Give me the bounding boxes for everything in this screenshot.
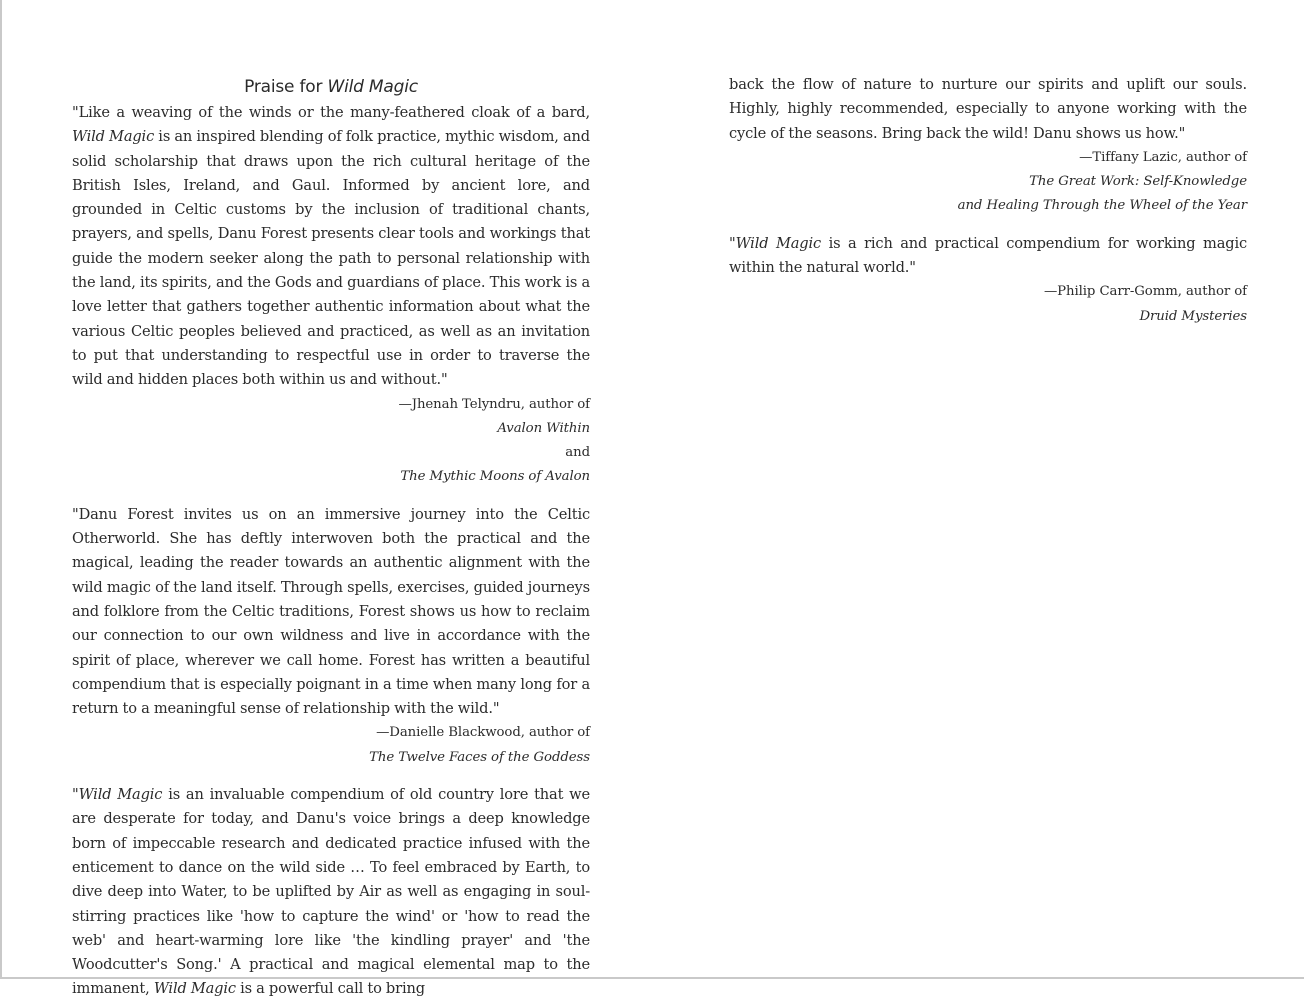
spacer xyxy=(729,219,1247,232)
attribution-lazic xyxy=(729,146,1247,219)
attribution-author: —Tiffany Lazic, author of xyxy=(1079,149,1247,165)
attribution-carr-gomm xyxy=(729,280,1247,329)
attribution-book: and Healing Through the Wheel of the Year xyxy=(957,198,1247,214)
attribution-line xyxy=(729,280,1247,329)
quote-book-title: Wild Magic xyxy=(72,128,155,146)
attribution-author: —Jhenah Telyndru, author of xyxy=(398,396,590,412)
quote-body: is an inspired blending of folk practice, mythic wisdom, and solid scholarship that draws upon the rich cultural heritage of the British Isles, Ireland, and Gaul. Informed by ancient lore, and grounded in Celtic customs by the inclusion of traditional chants, prayers, and spells, Danu Forest presents clear tools and workings that guide the modern seeker along the path to personal relationship with the land, its spirits, and the Gods and guardians of place. This work is a love letter that gathers together authentic information about what the various Celtic peoples believed and practiced, as well as an invitation to put that understanding to respectful use in order to traverse the wild and hidden places both within us and without." xyxy=(72,128,590,389)
attribution-author: —Philip Carr-Gomm, author of xyxy=(1043,284,1247,300)
quote-book-title: Wild Magic xyxy=(735,234,822,252)
attribution-book: The Twelve Faces of the Goddess xyxy=(369,749,590,765)
attribution-line xyxy=(72,721,590,770)
quote-book-title: Wild Magic xyxy=(153,980,236,998)
attribution-blackwood xyxy=(72,721,590,770)
quote-open: "Like a weaving of the winds or the many-feathered cloak of a bard, xyxy=(72,104,590,121)
spacer xyxy=(72,490,590,503)
right-page xyxy=(729,73,1247,329)
attribution-book: The Mythic Moons of Avalon xyxy=(400,469,590,485)
praise-quote-lazic xyxy=(72,783,590,1002)
attribution-line xyxy=(729,194,1247,218)
quote-open: " xyxy=(729,234,736,252)
attribution-author: —Danielle Blackwood, author of xyxy=(376,725,590,741)
quote-open: " xyxy=(72,786,79,804)
praise-quote-blackwood: "Danu Forest invites us on an immersive journey into the Celtic Otherworld. She has deftly interwoven both the practical and the magical, leading the reader towards an authentic alignment with the wild magic of the land itself. Through spells, exercises, guided journeys and folklore from the Celtic traditions, Forest shows us how to reclaim our connection to our own wildness and live in accordance with the spirit of place, wherever we call home. Forest has written a beautiful compendium that is especially poignant in a time when many long for a return to a meaningful sense of relationship with the wild." xyxy=(72,505,590,718)
heading-prefix: Praise for xyxy=(244,77,328,97)
attribution-line xyxy=(729,146,1247,195)
heading-book-title: Wild Magic xyxy=(327,77,418,97)
attribution-telyndru xyxy=(72,393,590,490)
left-page xyxy=(72,73,590,1002)
praise-quote-telyndru xyxy=(72,101,590,393)
attribution-book: Avalon Within xyxy=(497,420,590,436)
attribution-book: Druid Mysteries xyxy=(1139,308,1247,324)
quote-tail: is a powerful call to bring xyxy=(235,980,425,998)
attribution-line xyxy=(72,441,590,490)
praise-quote-carr-gomm xyxy=(729,232,1247,281)
quote-body: is a rich and practical compendium for working magic within the natural world." xyxy=(729,234,1247,277)
praise-quote-lazic-continued: back the flow of nature to nurture our spirits and uplift our souls. Highly, highly recommended, especially to anyone working with the cycle of the seasons. Bring back the wild! Danu shows us how." xyxy=(729,76,1247,142)
attribution-conjunction: and xyxy=(565,445,590,461)
attribution-book: The Great Work: Self-Knowledge xyxy=(1029,174,1247,190)
quote-book-title: Wild Magic xyxy=(78,786,163,804)
quote-body: is an invaluable compendium of old country lore that we are desperate for today, and Danu's voice brings a deep knowledge born of impeccable research and dedicated practice infused with the enticement to dance on the wild side … To feel embraced by Earth, to dive deep into Water, to be uplifted by Air as well as engaging in soul-stirring practices like 'how to capture the wind' or 'how to read the web' and heart-warming lore like 'the kindling prayer' and 'the Woodcutter's Song.' A practical and magical elemental map to the immanent, xyxy=(72,786,590,998)
spacer xyxy=(72,770,590,783)
attribution-line xyxy=(72,393,590,442)
page-title xyxy=(72,73,590,101)
